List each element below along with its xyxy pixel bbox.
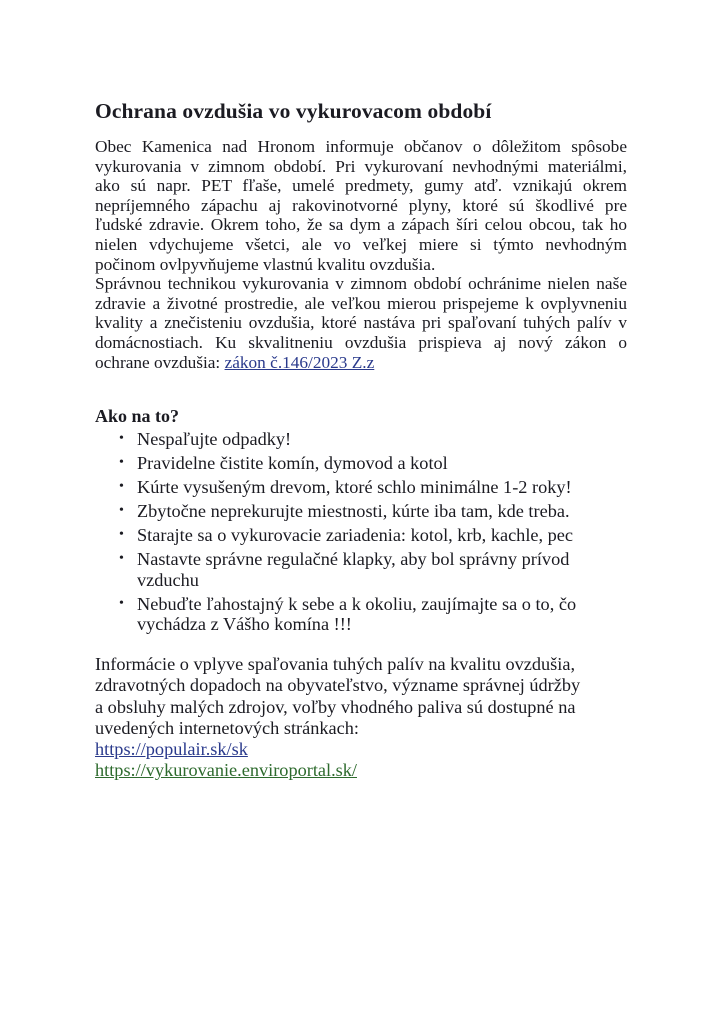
list-item-text: Nebuďte ľahostajný k sebe a k okoliu, zaujímajte sa o to, čo vychádza z Vášho komína !!! bbox=[137, 593, 577, 634]
bullet-icon: • bbox=[119, 479, 124, 494]
intro-line: počinom ovlpyvňujeme vlastnú kvalitu ovzdušia. bbox=[95, 254, 436, 274]
intro-line: kvality a znečisteniu ovzdušia, ktoré nastáva pri spaľovaní tuhých palív v bbox=[95, 313, 627, 333]
info-line: Informácie o vplyve spaľovania tuhých palív na kvalitu ovzdušia, bbox=[95, 654, 576, 674]
intro-last-prefix: ochrane ovzdušia: bbox=[95, 352, 225, 372]
intro-line: domácnostiach. Ku skvalitneniu ovzdušia prispieva aj nový zákon o bbox=[95, 332, 627, 352]
intro-line: Správnou technikou vykurovania v zimnom období ochránime nielen naše bbox=[95, 274, 627, 294]
list-item bbox=[95, 594, 635, 635]
intro-line: ako sú napr. PET fľaše, umelé predmety, gumy atď. vznikajú okrem bbox=[95, 176, 627, 196]
bullet-icon: • bbox=[119, 431, 124, 446]
list-item bbox=[95, 429, 635, 450]
intro-line: nielen vdychujeme všetci, ale vo veľkej miere si týmto nevhodným bbox=[95, 234, 627, 254]
bullet-icon: • bbox=[119, 503, 124, 518]
info-line: a obsluhy malých zdrojov, voľby vhodného paliva sú dostupné na bbox=[95, 696, 576, 717]
intro-line: ľudské zdravie. Okrem toho, že sa dym a zápach šíri celou obcou, tak ho bbox=[95, 215, 627, 235]
list-item-text: Nespaľujte odpadky! bbox=[137, 429, 292, 449]
intro-line: nepríjemného zápachu aj rakovinotvorné plyny, ktoré sú škodlivé pre bbox=[95, 195, 627, 215]
info-line: uvedených internetových stránkach: bbox=[95, 717, 359, 738]
info-line: zdravotných dopadoch na obyvateľstvo, význame správnej údržby bbox=[95, 675, 581, 696]
intro-line: zdravie a životné prostredie, ale veľkou mierou prispejeme k ovplyvneniu bbox=[95, 293, 627, 313]
intro-line: Obec Kamenica nad Hronom informuje občanov o dôležitom spôsobe bbox=[95, 137, 627, 156]
populair-link[interactable]: https://populair.sk/sk bbox=[95, 739, 248, 760]
bullet-icon: • bbox=[119, 595, 124, 611]
bullet-icon: • bbox=[119, 527, 124, 542]
list-item-text: Zbytočne neprekurujte miestnosti, kúrte iba tam, kde treba. bbox=[137, 501, 570, 521]
bullet-icon: • bbox=[119, 455, 124, 470]
list-item bbox=[95, 501, 635, 522]
list-item bbox=[95, 549, 635, 590]
howto-list bbox=[95, 429, 635, 638]
list-item bbox=[95, 477, 635, 498]
list-item-text: Kúrte vysušeným drevom, ktoré schlo minimálne 1-2 roky! bbox=[137, 477, 572, 497]
list-item bbox=[95, 525, 635, 546]
law-link[interactable]: zákon č.146/2023 Z.z bbox=[224, 352, 375, 372]
list-item-text: Starajte sa o vykurovacie zariadenia: kotol, krb, kachle, pec bbox=[137, 525, 574, 545]
howto-heading: Ako na to? bbox=[95, 406, 180, 426]
page-title: Ochrana ovzdušia vo vykurovacom období bbox=[95, 99, 492, 123]
enviroportal-link[interactable]: https://vykurovanie.enviroportal.sk/ bbox=[95, 760, 357, 781]
list-item bbox=[95, 453, 635, 474]
intro-line: vykurovania v zimnom období. Pri vykurovaní nevhodnými materiálmi, bbox=[95, 156, 627, 176]
list-item-text: Nastavte správne regulačné klapky, aby bol správny prívod vzduchu bbox=[137, 549, 570, 590]
list-item-text: Pravidelne čistite komín, dymovod a kotol bbox=[137, 453, 448, 473]
info-paragraph bbox=[95, 654, 635, 782]
intro-line-with-link bbox=[95, 353, 627, 373]
intro-paragraph bbox=[95, 137, 627, 372]
bullet-icon: • bbox=[119, 551, 124, 566]
